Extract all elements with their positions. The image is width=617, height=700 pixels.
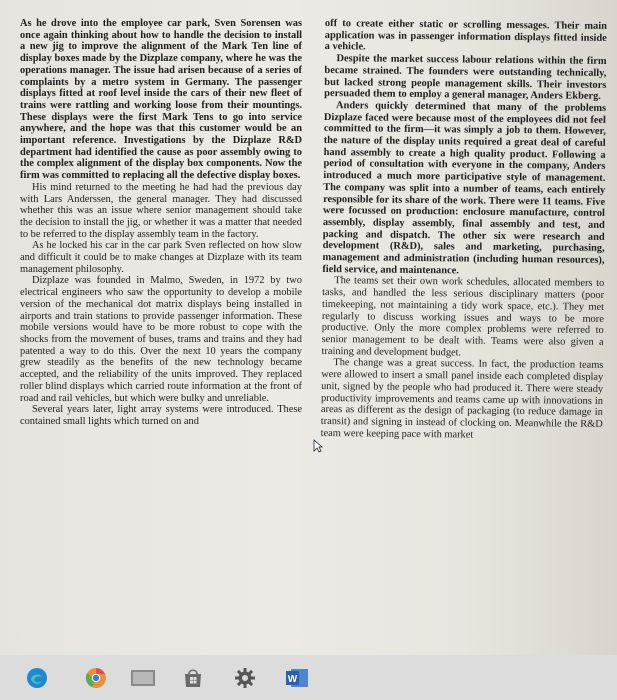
word-icon-letter: W xyxy=(287,674,298,685)
paragraph: Anders quickly determined that many of the problems Dizplaze faced were because most of the employees did not feel committed to the firm—it was simply a job to them. However, the nature of the display units required a great deal of careful hand assembly to create a high quality product. Following a period of consultation with everyone in the company, Anders introduced a much more participative style of management. The company was split into a number of teams, each entirely responsible for its share of the work. There were 11 teams. Five were focussed on production: enclosure manufacture, control assembly, display assembly, final assembly and test, and packing and dispatch. The other six were research and development (R&D), sales and marketing, purchasing, management and administration (including human resources), field service, and maintenance. xyxy=(322,100,607,277)
paragraph: off to create either static or scrolling messages. Their main application was in passenger information displays fitted inside a vehicle. xyxy=(324,18,607,53)
word-icon[interactable] xyxy=(284,665,310,691)
bold-continuation-block xyxy=(322,18,607,278)
mouse-cursor-icon xyxy=(313,439,323,453)
paragraph: The change was a great success. In fact, the production teams were allowed to insert a small panel inside each completed display unit, signed by the people who had produced it. There were steady productivity improvements and teams came up with innovations in areas as different as the design of packaging (to reduce damage in transit) and signing in instead of clocking on. Meanwhile the R&D team were keeping pace with market xyxy=(320,357,604,441)
image-viewer-icon[interactable] xyxy=(130,665,156,691)
paragraph: The teams set their own work schedules, allocated members to tasks, and handled the less serious disciplinary matters (poor timekeeping, not maintaining a tidy work space, etc.). They met regularly to discuss working issues and ways to be more productive. Only the more complex problems were referred to senior management to be dealt with. Teams were also given a training and development budget. xyxy=(321,275,605,359)
taskbar xyxy=(0,655,617,700)
right-text-column xyxy=(321,18,607,442)
paragraph: His mind returned to the meeting he had had the previous day with Lars Anderssen, the general manager. They had discussed whether this was an issue where senior management should take the decision to install the jig, or whether it was a matter that needed to be referred to the display assembly team in the factory. xyxy=(20,181,302,240)
settings-gear-icon[interactable] xyxy=(232,665,258,691)
paragraph: Dizplaze was founded in Malmo, Sweden, in 1972 by two electrical engineers who saw the opportunity to develop a mobile version of the mechanical dot matrix displays being installed in airports and train stations to provide passenger information. These mobile versions would have to be more robust to cope with the shocks from the movement of buses, trams and trains and they had patented a way to do this. Over the next 10 years the company grew steadily as the benefits of the new technology became accepted, and the reliability of the units improved. They replaced roller blind displays which carried route information at the front of road and rail vehicles, but which were bulky and unreliable. xyxy=(20,275,302,404)
left-text-column xyxy=(20,18,302,428)
paragraph: Despite the market success labour relations within the firm became strained. The founders were outstanding technically, but lacked strong people management skills. Their investors persuaded them to employ a general manager, Anders Ekberg. xyxy=(324,53,607,103)
paragraph: As he locked his car in the car park Sven reflected on how slow and difficult it could be to make changes at Dizplaze with its team management philosophy. xyxy=(20,240,302,275)
bold-intro-block xyxy=(20,18,302,182)
store-icon[interactable] xyxy=(180,665,206,691)
paragraph: Several years later, light array systems were introduced. These contained small lights which turned on and xyxy=(20,404,302,427)
chrome-icon[interactable] xyxy=(83,665,109,691)
paragraph: As he drove into the employee car park, Sven Sorensen was once again thinking about how to handle the decision to install a new jig to improve the alignment of the Mark Ten line of display boxes made by the Dizplaze company, where he was the operations manager. The issue had arisen because of a series of complaints by a metro system in Germany. The passenger displays fitted at roof level inside the cars of their new fleet of trains were rattling and working loose from their mountings. These displays were the first Mark Tens to go into service anywhere, and the hope was that this customer would be an important reference. Investigations by the Dizplaze R&D department had identified the cause as poor assembly owing to the complex alignment of the display box components. Now the firm was committed to replacing all the defective display boxes. xyxy=(20,18,302,182)
edge-icon[interactable] xyxy=(24,665,50,691)
